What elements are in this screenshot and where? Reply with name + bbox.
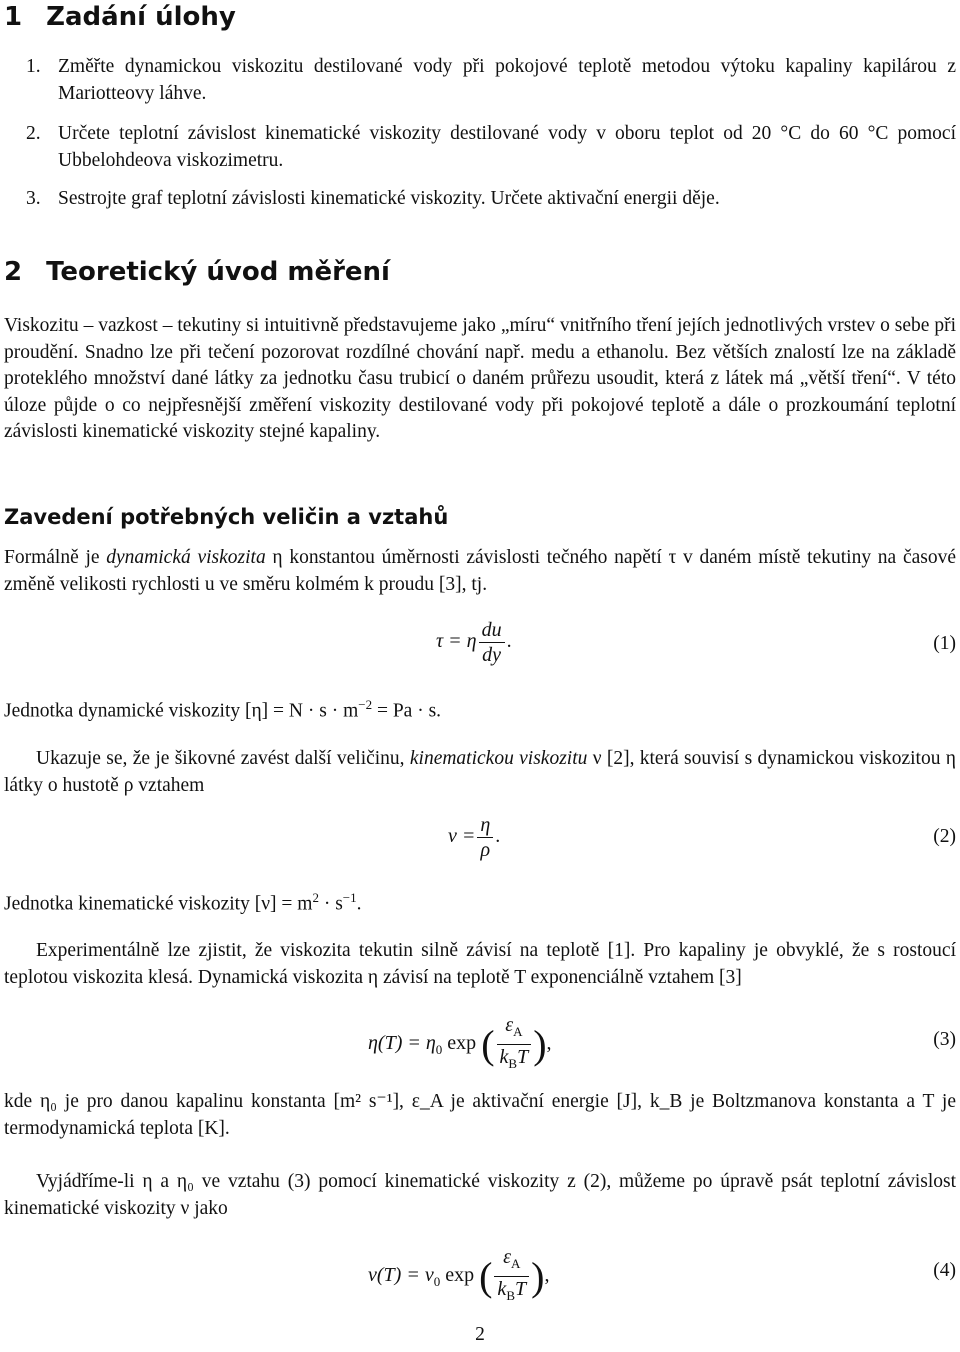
section-number: 1: [4, 2, 23, 32]
equation-number: (4): [933, 1260, 956, 1281]
intro-paragraph: Viskozitu – vazkost – tekutiny si intuitivně představujeme jako „míru“ vnitřního tření jejích jednotlivých vrstev o sebe při proudění. Snadno lze při tečení pozorovat rozdílné chování např. medu a ethanolu. Bez větších znalostí lze na základě proteklého množství dané látky za jednotku času trubicí o daném průřezu usoudit, která z látek má „větší tření“. V této úloze půjde o co nejpřesnější změření viskozity destilované vody při pokojové teplotě a dále o prozkoumání teplotní závislosti kinematické viskozity stejné kapaliny.: [4, 315, 956, 442]
paragraph-kinematic-viscosity: Ukazuje se, že je šikovné zavést další veličinu, kinematickou viskozitu ν [2], která souvisí s dynamickou viskozitou η látky o hustotě ρ vztahem: [4, 748, 956, 796]
equation-3: $\eta(T) = \eta_0$ exp ( $\frac{\varepsilon_A}{k_BT}$ ),: [368, 1014, 552, 1071]
list-item: 3. Sestrojte graf teplotní závislosti kinematické viskozity. Určete aktivační energii děje.: [26, 188, 720, 209]
emphasis: kinematickou viskozitu: [409, 748, 588, 769]
section-title: Teoretický úvod měření: [46, 257, 390, 287]
emphasis: dynamická viskozita: [106, 547, 266, 568]
section-heading-2: [4, 257, 390, 287]
equation-4: $\nu(T) = \nu_0$ exp ( $\frac{\varepsilon_A}{k_BT}$ ),: [368, 1246, 550, 1303]
left-paren: (: [479, 1254, 493, 1299]
right-paren: ): [531, 1254, 545, 1299]
paragraph-kinematic-temperature: Vyjádříme-li η a η₀ ve vztahu (3) pomocí kinematické viskozity z (2), můžeme po úpravě psát teplotní závislost kinematické viskozity ν jako: [4, 1171, 956, 1219]
section-number: 2: [4, 257, 23, 287]
unit-kinematic-viscosity: Jednotka kinematické viskozity $[\nu] = m^2 \cdot s^{-1}$.: [4, 890, 362, 915]
equation-number: (3): [933, 1029, 956, 1050]
section-title: Zadání úlohy: [46, 2, 236, 32]
paragraph-dynamic-viscosity: Formálně je dynamická viskozita η konstantou úměrnosti závislosti tečného napětí τ v daném místě tekutiny na časové změně velikosti rychlosti u ve směru kolmém k proudu [3], tj.: [4, 547, 956, 595]
section-heading-1: [4, 2, 236, 32]
right-paren: ): [533, 1022, 547, 1067]
task-list: [26, 54, 956, 213]
subsection-heading: Zavedení potřebných veličin a vztahů: [4, 505, 449, 529]
paragraph-temperature-dependence: Experimentálně lze zjistit, že viskozita tekutin silně závisí na teplotě [1]. Pro kapaliny je obvyklé, že s rostoucí teplotou viskozita klesá. Dynamická viskozita η závisí na teplotě T exponenciálně vztahem [3]: [4, 940, 956, 988]
equation-2: ν = $\frac{\eta}{\rho}$ .: [448, 814, 501, 861]
list-item: 1. Změřte dynamickou viskozitu destilované vody při pokojové teplotě metodou výtoku kapaliny kapilárou z Mariotteovy láhve.: [26, 56, 956, 104]
left-paren: (: [481, 1022, 495, 1067]
equation-number: (2): [933, 826, 956, 847]
equation-1: τ = η $\frac{du}{dy}$ .: [436, 619, 512, 666]
list-item: 2. Určete teplotní závislost kinematické viskozity destilované vody v oboru teplot od 20 °C do 60 °C pomocí Ubbelohdeova viskozimetru.: [26, 123, 956, 171]
page-number: 2: [475, 1324, 485, 1345]
paragraph-constants: kde η₀ je pro danou kapalinu konstanta [m² s⁻¹], ε_A je aktivační energie [J], k_B je Boltzmanova konstanta a T je termodynamická teplota [K].: [4, 1091, 956, 1139]
equation-number: (1): [933, 633, 956, 654]
unit-dynamic-viscosity: Jednotka dynamické viskozity $[\eta] = N \cdot s \cdot m^{-2} = Pa \cdot s$.: [4, 697, 442, 722]
